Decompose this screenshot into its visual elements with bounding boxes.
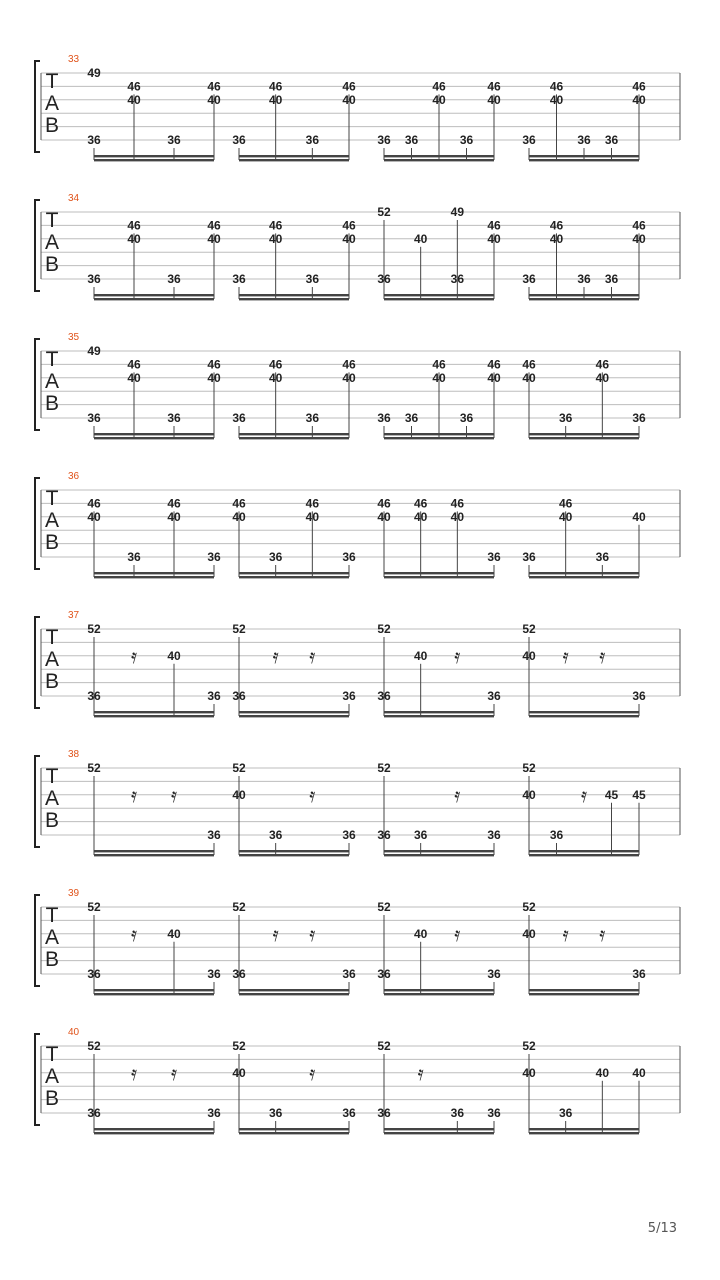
fret-number: 40 [487,231,501,246]
fret-number: 36 [167,272,181,286]
fret-number: 36 [377,689,391,703]
rest-symbol: 𝄿 [130,644,138,668]
measure-number: 35 [68,332,80,343]
fret-number: 36 [413,828,428,842]
system-bracket [35,61,40,152]
fret-number: 46 [207,218,221,233]
fret-number: 36 [305,133,320,147]
fret-number: 40 [342,370,356,385]
fret-number: 40 [232,787,246,802]
fret-number: 46 [432,79,446,94]
fret-number: 52 [87,900,101,914]
beam [384,850,494,852]
fret-number: 36 [87,272,101,286]
beam [94,437,214,439]
beam [239,715,349,717]
fret-number: 36 [305,272,320,286]
fret-number: 49 [87,66,101,80]
fret-number: 52 [232,1039,246,1053]
fret-number: 40 [632,92,646,107]
beam [529,576,639,578]
page-number: 5/13 [647,1221,677,1236]
fret-number: 46 [549,79,564,94]
fret-number: 36 [522,272,536,286]
fret-number: 46 [522,357,536,372]
fret-number: 46 [342,218,356,233]
fret-number: 40 [305,509,320,524]
fret-number: 36 [404,411,419,425]
fret-number: 36 [522,550,536,564]
fret-number: 46 [413,496,428,511]
fret-number: 36 [632,689,646,703]
fret-number: 46 [558,496,573,511]
fret-number: 36 [459,411,474,425]
tab-clef-letter: B [44,948,60,971]
fret-number: 36 [342,1106,356,1120]
beam [239,711,349,713]
beam [239,850,349,852]
rest-symbol: 𝄿 [130,922,138,946]
fret-number: 40 [413,509,428,524]
fret-number: 36 [342,689,356,703]
fret-number: 40 [207,231,221,246]
beam [529,294,639,296]
fret-number: 46 [549,218,564,233]
fret-number: 40 [522,787,536,802]
tab-clef-letter: B [44,253,60,276]
fret-number: 52 [377,761,391,775]
fret-number: 36 [487,689,501,703]
fret-number: 36 [377,967,391,981]
fret-number: 49 [87,344,101,358]
rest-symbol: 𝄿 [454,644,461,668]
beam [94,433,214,435]
beam [529,993,639,995]
fret-number: 36 [87,1106,101,1120]
fret-number: 36 [558,411,573,425]
fret-number: 40 [522,1065,536,1080]
rest-symbol: 𝄿 [309,783,316,807]
fret-number: 52 [232,622,246,636]
fret-number: 46 [207,79,221,94]
fret-number: 36 [377,1106,391,1120]
fret-number: 40 [377,509,391,524]
tab-clef-letter: T [45,209,59,232]
fret-number: 36 [232,967,246,981]
fret-number: 36 [595,550,610,564]
rest-symbol: 𝄿 [170,783,178,807]
fret-number: 40 [632,1065,646,1080]
beam [384,437,494,439]
fret-number: 36 [558,1106,573,1120]
tab-clef-letter: B [44,392,60,415]
beam [94,294,214,296]
fret-number: 36 [487,828,501,842]
fret-number: 36 [577,133,591,147]
fret-number: 52 [377,1039,391,1053]
tab-clef-letter: T [45,904,59,927]
fret-number: 36 [87,689,101,703]
fret-number: 46 [268,218,283,233]
fret-number: 40 [127,231,141,246]
tab-clef-letter: B [44,531,60,554]
fret-number: 46 [268,357,283,372]
beam [94,715,214,717]
fret-number: 46 [232,496,246,511]
rest-symbol: 𝄿 [309,922,316,946]
measure-number: 40 [68,1027,80,1038]
tab-clef-letter: T [45,348,59,371]
fret-number: 36 [342,828,356,842]
beam [529,989,639,991]
fret-number: 46 [87,496,101,511]
fret-number: 40 [268,370,283,385]
rest-symbol: 𝄿 [562,922,569,946]
fret-number: 36 [604,133,619,147]
fret-number: 52 [232,761,246,775]
fret-number: 36 [377,272,391,286]
fret-number: 36 [377,133,391,147]
beam [529,850,639,852]
beam [529,159,639,161]
beam [239,437,349,439]
fret-number: 36 [232,411,246,425]
beam [94,572,214,574]
beam [94,298,214,300]
beam [529,298,639,300]
beam [529,854,639,856]
fret-number: 52 [87,1039,101,1053]
system-bracket [35,756,40,847]
fret-number: 46 [595,357,610,372]
tab-clef-letter: A [44,1065,60,1088]
fret-number: 40 [432,92,446,107]
fret-number: 46 [342,79,356,94]
tab-clef-letter: A [44,92,60,115]
fret-number: 36 [459,133,474,147]
beam [94,989,214,991]
beam [529,433,639,435]
fret-number: 40 [432,370,446,385]
beam [239,1132,349,1134]
fret-number: 46 [167,496,181,511]
fret-number: 36 [632,411,646,425]
fret-number: 36 [167,133,181,147]
fret-number: 46 [450,496,465,511]
rest-symbol: 𝄿 [309,644,316,668]
fret-number: 52 [522,622,536,636]
rest-symbol: 𝄿 [272,922,279,946]
system-bracket [35,200,40,291]
beam [529,1128,639,1130]
measure-number: 36 [68,471,80,482]
fret-number: 46 [432,357,446,372]
beam [529,711,639,713]
fret-number: 36 [377,828,391,842]
fret-number: 52 [377,900,391,914]
system-bracket [35,339,40,430]
fret-number: 36 [268,550,283,564]
fret-number: 52 [522,761,536,775]
beam [239,989,349,991]
fret-number: 36 [404,133,419,147]
fret-number: 46 [487,79,501,94]
beam [384,1132,494,1134]
beam [239,298,349,300]
tab-clef-letter: A [44,370,60,393]
tab-clef-letter: T [45,487,59,510]
rest-symbol: 𝄿 [170,1061,178,1085]
fret-number: 40 [549,92,564,107]
fret-number: 36 [450,272,465,286]
beam [384,993,494,995]
fret-number: 52 [377,622,391,636]
fret-number: 36 [604,272,619,286]
fret-number: 40 [268,231,283,246]
rest-symbol: 𝄿 [130,1061,138,1085]
beam [239,576,349,578]
fret-number: 40 [207,92,221,107]
fret-number: 40 [595,1065,610,1080]
fret-number: 40 [167,509,181,524]
tab-clef-letter: A [44,509,60,532]
beam [529,1132,639,1134]
beam [384,294,494,296]
beam [384,155,494,157]
fret-number: 40 [87,509,101,524]
fret-number: 52 [522,1039,536,1053]
fret-number: 52 [87,761,101,775]
rest-symbol: 𝄿 [454,783,461,807]
fret-number: 45 [632,787,646,802]
fret-number: 40 [558,509,573,524]
fret-number: 46 [207,357,221,372]
beam [239,1128,349,1130]
beam [239,993,349,995]
fret-number: 36 [268,828,283,842]
fret-number: 36 [268,1106,283,1120]
fret-number: 40 [487,92,501,107]
fret-number: 40 [413,648,428,663]
tab-clef-letter: A [44,926,60,949]
beam [384,576,494,578]
fret-number: 40 [522,926,536,941]
system-bracket [35,1034,40,1125]
tab-clef-letter: A [44,787,60,810]
fret-number: 36 [342,967,356,981]
fret-number: 40 [450,509,465,524]
fret-number: 45 [604,787,619,802]
measure-number: 38 [68,749,80,760]
beam [529,572,639,574]
fret-number: 40 [342,231,356,246]
tab-clef-letter: A [44,231,60,254]
rest-symbol: 𝄿 [562,644,569,668]
fret-number: 40 [595,370,610,385]
beam [94,854,214,856]
tab-clef-letter: T [45,1043,59,1066]
measure-number: 37 [68,610,80,621]
fret-number: 40 [127,92,141,107]
measure-number: 34 [68,193,80,204]
fret-number: 36 [450,1106,465,1120]
rest-symbol: 𝄿 [130,783,138,807]
fret-number: 40 [487,370,501,385]
fret-number: 40 [167,648,181,663]
fret-number: 46 [632,218,646,233]
tab-clef-letter: A [44,648,60,671]
beam [384,159,494,161]
fret-number: 36 [167,411,181,425]
fret-number: 46 [377,496,391,511]
fret-number: 46 [268,79,283,94]
beam [239,294,349,296]
measure-number: 33 [68,54,80,65]
tab-clef-letter: T [45,70,59,93]
tab-clef-letter: T [45,765,59,788]
fret-number: 36 [305,411,320,425]
beam [384,1128,494,1130]
fret-number: 52 [377,205,391,219]
rest-symbol: 𝄿 [599,644,606,668]
rest-symbol: 𝄿 [454,922,461,946]
system-bracket [35,617,40,708]
tab-clef-letter: B [44,670,60,693]
tab-clef-letter: B [44,809,60,832]
fret-number: 36 [487,550,501,564]
tab-clef-letter: T [45,626,59,649]
fret-number: 36 [87,133,101,147]
fret-number: 40 [342,92,356,107]
rest-symbol: 𝄿 [272,644,279,668]
fret-number: 36 [549,828,564,842]
beam [529,437,639,439]
fret-number: 36 [207,550,221,564]
fret-number: 40 [413,231,428,246]
measure-number: 39 [68,888,80,899]
fret-number: 36 [577,272,591,286]
beam [239,155,349,157]
fret-number: 40 [232,1065,246,1080]
beam [384,298,494,300]
tab-clef-letter: B [44,114,60,137]
fret-number: 36 [87,967,101,981]
beam [529,155,639,157]
fret-number: 52 [232,900,246,914]
fret-number: 40 [632,231,646,246]
fret-number: 46 [127,79,141,94]
beam [94,155,214,157]
beam [384,989,494,991]
rest-symbol: 𝄿 [580,783,588,807]
fret-number: 36 [232,272,246,286]
beam [94,576,214,578]
fret-number: 40 [522,648,536,663]
fret-number: 46 [342,357,356,372]
fret-number: 49 [450,205,465,219]
beam [94,850,214,852]
fret-number: 40 [632,509,646,524]
rest-symbol: 𝄿 [417,1061,424,1085]
fret-number: 40 [127,370,141,385]
beam [529,715,639,717]
fret-number: 36 [487,1106,501,1120]
fret-number: 36 [342,550,356,564]
fret-number: 36 [632,967,646,981]
fret-number: 40 [522,370,536,385]
beam [94,993,214,995]
fret-number: 40 [232,509,246,524]
beam [94,711,214,713]
fret-number: 36 [207,967,221,981]
fret-number: 36 [207,828,221,842]
tab-clef-letter: B [44,1087,60,1110]
beam [384,711,494,713]
beam [384,572,494,574]
beam [94,1128,214,1130]
fret-number: 46 [127,357,141,372]
fret-number: 36 [487,967,501,981]
fret-number: 46 [127,218,141,233]
fret-number: 36 [87,411,101,425]
beam [384,433,494,435]
fret-number: 36 [522,133,536,147]
beam [94,159,214,161]
fret-number: 36 [232,689,246,703]
fret-number: 46 [305,496,320,511]
fret-number: 40 [413,926,428,941]
fret-number: 36 [207,689,221,703]
beam [239,572,349,574]
beam [239,159,349,161]
fret-number: 40 [268,92,283,107]
fret-number: 52 [87,622,101,636]
fret-number: 46 [487,218,501,233]
beam [384,715,494,717]
rest-symbol: 𝄿 [309,1061,316,1085]
fret-number: 46 [632,79,646,94]
system-bracket [35,478,40,569]
fret-number: 36 [207,1106,221,1120]
fret-number: 40 [549,231,564,246]
beam [239,854,349,856]
beam [239,433,349,435]
fret-number: 40 [207,370,221,385]
system-bracket [35,895,40,986]
fret-number: 40 [167,926,181,941]
beam [384,854,494,856]
fret-number: 36 [127,550,141,564]
rest-symbol: 𝄿 [599,922,606,946]
fret-number: 36 [232,133,246,147]
fret-number: 52 [522,900,536,914]
fret-number: 46 [487,357,501,372]
fret-number: 36 [377,411,391,425]
beam [94,1132,214,1134]
